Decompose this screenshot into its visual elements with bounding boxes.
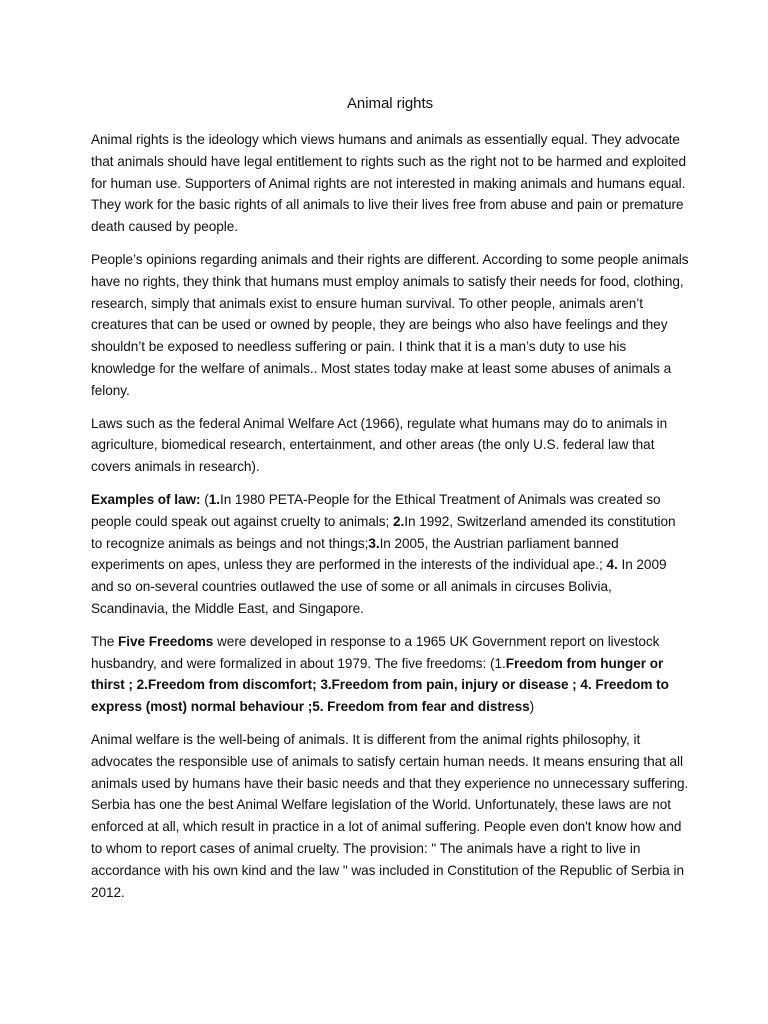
examples-text-4: In 2005, the Austrian parliament banned experiments on apes, unless they are performed in the interests of the individual ape.; [91,535,619,573]
five-freedoms-text-1: The [91,633,119,649]
paragraph-examples-of-law [91,489,689,620]
paragraph-animal-welfare: Animal welfare is the well-being of animals. It is different from the animal rights philosophy, it advocates the responsible use of animals to satisfy certain human needs. It means ensuring that all animals used by humans have their basic needs and that they experience no unnecessary suffering. Serbia has one the best Animal Welfare legislation of the World. Unfortunately, these laws are not enforced at all, which result in practice in a lot of animal suffering. People even don't know how and to whom to report cases of animal cruelty. The provision: " The animals have a right to live in accordance with his own kind and the law " was included in Constitution of the Republic of Serbia in 2012. [91,731,689,900]
examples-text-3: In 1992, Switzerland amended its constitution to recognize animals as beings and not things; [91,513,676,551]
example-number-4: 4. [606,557,618,573]
example-number-3: 3. [368,535,380,551]
examples-of-law-heading: Examples of law: [91,491,201,507]
paragraph-opinions: People’s opinions regarding animals and their rights are different. According to some people animals have no rights, they think that humans must employ animals to satisfy their needs for food, clothing, research, simply that animals exist to ensure human survival. To other people, animals aren’t creatures that can be used or owned by people, they are beings who also have feelings and they shouldn’t be exposed to needless suffering or pain. I think that it is a man’s duty to use his knowledge for the welfare of animals.. Most states today make at least some abuses of animals a felony. [91,251,689,398]
document-page [91,93,689,914]
five-freedoms-text-3: ) [529,699,535,715]
examples-text-2: In 1980 PETA-People for the Ethical Treatment of Animals was created so people could speak out against cruelty to animals; [91,491,661,529]
paragraph-laws: Laws such as the federal Animal Welfare Act (1966), regulate what humans may do to animals in agriculture, biomedical research, entertainment, and other areas (the only U.S. federal law that covers animals in research). [91,415,668,475]
example-number-2: 2. [392,513,405,529]
paragraph-five-freedoms [91,631,689,718]
document-title: Animal rights [346,95,434,112]
five-freedoms-text-2: were developed in response to a 1965 UK Government report on livestock husbandry, and were formalized in about 1979. The five freedoms: (1. [91,633,660,671]
examples-text-5: In 2009 and so on-several countries outlawed the use of some or all animals in circuses Bolivia, Scandinavia, the Middle East, and Singapore. [91,557,667,616]
paragraph-definition: Animal rights is the ideology which views humans and animals as essentially equal. They advocate that animals should have legal entitlement to rights such as the right not to be harmed and exploited for human use. Supporters of Animal rights are not interested in making animals and humans equal. They work for the basic rights of all animals to live their lives free from abuse and pain or premature death caused by people. [91,132,686,235]
examples-text-1: ( [200,491,209,507]
five-freedoms-list: Freedom from hunger or thirst ; 2.Freedom from discomfort; 3.Freedom from pain, injury or disease ; 4. Freedom to express (most) normal behaviour ;5. Freedom from fear and distress [91,655,669,715]
five-freedoms-term: Five Freedoms [118,633,214,649]
example-number-1: 1. [208,491,220,507]
